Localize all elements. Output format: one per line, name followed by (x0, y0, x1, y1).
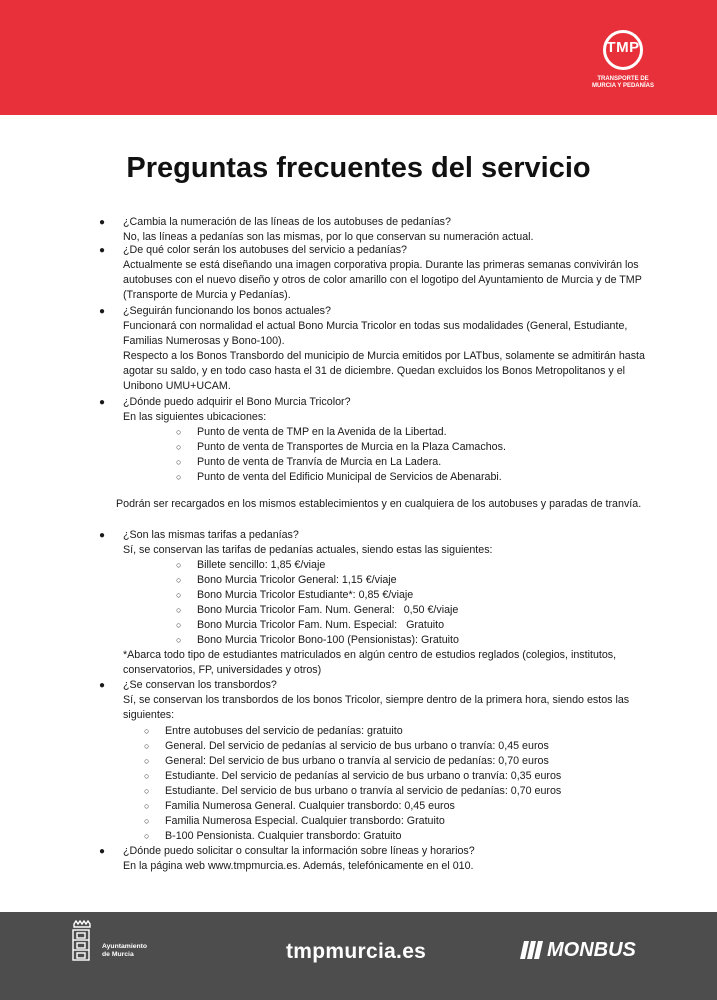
page-title: Preguntas frecuentes del servicio (126, 152, 591, 184)
website-link[interactable]: tmpmurcia.es (286, 940, 427, 963)
circle-bullet-icon: ○ (176, 442, 182, 452)
ayuntamiento-line-2: de Murcia (102, 951, 134, 958)
circle-bullet-icon: ○ (144, 801, 150, 811)
answer-3-line: Respecto a los Bonos Transbordo del municipio de Murcia emitidos por LATbus, solamente se admitirán hasta (123, 350, 645, 362)
list-item: Estudiante. Del servicio de pedanías al servicio de bus urbano o tranvía: 0,35 euros (165, 770, 562, 782)
question-7: ¿Dónde puedo solicitar o consultar la información sobre líneas y horarios? (123, 845, 475, 857)
ayuntamiento-label (102, 943, 147, 959)
answer-2-line: autobuses con el nuevo diseño y otros de color amarillo con el logotipo del Ayuntamiento de Murcia y de TMP (123, 274, 642, 286)
monbus-stripes-icon (519, 940, 547, 960)
answer-3-line: Familias Numerosas y Bono-100). (123, 335, 285, 347)
circle-bullet-icon: ○ (176, 635, 182, 645)
list-item: Punto de venta de Tranvía de Murcia en La Ladera. (197, 456, 442, 468)
monbus-wordmark: MONBUS (547, 939, 636, 961)
list-item: Familia Numerosa General. Cualquier transbordo: 0,45 euros (165, 800, 455, 812)
circle-bullet-icon: ○ (176, 590, 182, 600)
bullet-icon: ● (99, 680, 106, 691)
answer-6-line: siguientes: (123, 709, 175, 721)
list-item: Punto de venta de Transportes de Murcia en la Plaza Camachos. (197, 441, 506, 453)
list-item: Bono Murcia Tricolor Bono-100 (Pensionistas): Gratuito (197, 634, 459, 646)
answer-3-line: Unibono UMU+UCAM. (123, 380, 231, 392)
circle-bullet-icon: ○ (144, 756, 150, 766)
list-item: Estudiante. Del servicio de bus urbano o tranvía al servicio de pedanías: 0,70 euros (165, 785, 562, 797)
answer-7-line: En la página web www.tmpmurcia.es. Además, telefónicamente en el 010. (123, 860, 474, 872)
answer-4-line: En las siguientes ubicaciones: (123, 411, 267, 423)
circle-bullet-icon: ○ (176, 457, 182, 467)
logo-tagline-2: MURCIA Y PEDANÍAS (592, 83, 654, 89)
question-1: ¿Cambia la numeración de las líneas de los autobuses de pedanías? (123, 216, 451, 228)
question-5: ¿Son las mismas tarifas a pedanías? (123, 529, 299, 541)
list-item: Bono Murcia Tricolor Fam. Num. General: 0,50 €/viaje (197, 604, 459, 616)
circle-bullet-icon: ○ (176, 560, 182, 570)
list-item: Billete sencillo: 1,85 €/viaje (197, 559, 326, 571)
circle-bullet-icon: ○ (176, 605, 182, 615)
answer-2-line: Actualmente se está diseñando una imagen corporativa propia. Durante las primeras semanas convivirán los (123, 259, 639, 271)
circle-bullet-icon: ○ (144, 786, 150, 796)
answer-5-note: conservatorios, FP, universidades y otros) (123, 664, 322, 676)
circle-bullet-icon: ○ (144, 831, 150, 841)
circle-bullet-icon: ○ (144, 726, 150, 736)
list-item: Punto de venta del Edificio Municipal de Servicios de Abenarabi. (197, 471, 502, 483)
ayuntamiento-line-1: Ayuntamiento (102, 943, 148, 950)
circle-bullet-icon: ○ (144, 816, 150, 826)
circle-bullet-icon: ○ (176, 427, 182, 437)
ayuntamiento-crest-icon (66, 918, 96, 968)
bullet-icon: ● (99, 530, 106, 541)
list-item: Bono Murcia Tricolor General: 1,15 €/viaje (197, 574, 397, 586)
circle-bullet-icon: ○ (144, 771, 150, 781)
list-item: Familia Numerosa Especial. Cualquier transbordo: Gratuito (165, 815, 445, 827)
list-item: B-100 Pensionista. Cualquier transbordo: Gratuito (165, 830, 402, 842)
list-item: Bono Murcia Tricolor Fam. Num. Especial: Gratuito (197, 619, 445, 631)
logo-tagline-1: TRANSPORTE DE (597, 76, 649, 82)
tmp-logo (588, 30, 660, 96)
logo-mark: TMP (606, 39, 640, 56)
bullet-icon: ● (99, 397, 106, 408)
circle-bullet-icon: ○ (176, 472, 182, 482)
answer-3-line: agotar su saldo, y en todo caso hasta el 31 de diciembre. Quedan excluidos los Bonos Metropolitanos y el (123, 365, 626, 377)
list-item: General: Del servicio de bus urbano o tranvía al servicio de pedanías: 0,70 euros (165, 755, 549, 767)
question-4: ¿Dónde puedo adquirir el Bono Murcia Tricolor? (123, 396, 351, 408)
list-item: Entre autobuses del servicio de pedanías: gratuito (165, 725, 403, 737)
answer-5-note: *Abarca todo tipo de estudiantes matriculados en algún centro de estudios reglados (colegios, institutos, (123, 649, 617, 661)
answer-3-line: Funcionará con normalidad el actual Bono Murcia Tricolor en todas sus modalidades (General, Estudiante, (123, 320, 628, 332)
bullet-icon: ● (99, 245, 106, 256)
question-3: ¿Seguirán funcionando los bonos actuales? (123, 305, 331, 317)
answer-4-note: Podrán ser recargados en los mismos establecimientos y en cualquiera de los autobuses y paradas de tranvía. (116, 498, 642, 510)
list-item: Bono Murcia Tricolor Estudiante*: 0,85 €/viaje (197, 589, 414, 601)
question-6: ¿Se conservan los transbordos? (123, 679, 277, 691)
answer-2-line: (Transporte de Murcia y Pedanías). (123, 289, 291, 301)
bullet-icon: ● (99, 217, 106, 228)
question-2: ¿De qué color serán los autobuses del servicio a pedanías? (123, 244, 407, 256)
answer-1-line: No, las líneas a pedanías son las mismas, por lo que conservan su numeración actual. (123, 231, 534, 243)
list-item: Punto de venta de TMP en la Avenida de la Libertad. (197, 426, 447, 438)
bullet-icon: ● (99, 306, 106, 317)
answer-6-line: Sí, se conservan los transbordos de los bonos Tricolor, siempre dentro de la primera hora, siendo estos las (123, 694, 630, 706)
bullet-icon: ● (99, 846, 106, 857)
answer-5-line: Sí, se conservan las tarifas de pedanías actuales, siendo estas las siguientes: (123, 544, 493, 556)
list-item: General. Del servicio de pedanías al servicio de bus urbano o tranvía: 0,45 euros (165, 740, 549, 752)
circle-bullet-icon: ○ (144, 741, 150, 751)
circle-bullet-icon: ○ (176, 620, 182, 630)
circle-bullet-icon: ○ (176, 575, 182, 585)
